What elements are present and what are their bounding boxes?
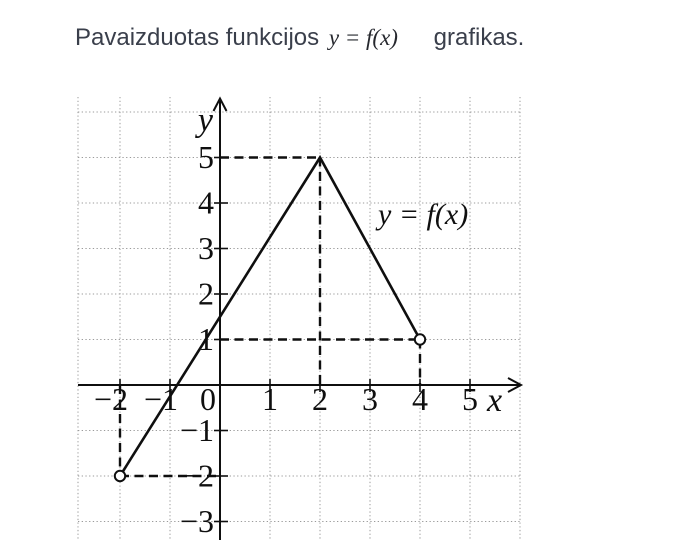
x-tick-label: 3: [362, 381, 378, 417]
x-axis-label: x: [487, 382, 503, 419]
axes: [78, 99, 521, 541]
x-tick-label: 0: [200, 381, 216, 417]
title-text-prefix: Pavaizduotas funkcijos: [75, 24, 320, 51]
y-tick-label: 1: [198, 321, 214, 357]
x-tick-label: 4: [412, 381, 428, 417]
curve-label: [375, 198, 468, 231]
curve-equation-label: y = f(x): [378, 198, 469, 231]
y-tick-label: 5: [198, 139, 214, 175]
title-math-expression: y = f(x): [328, 25, 398, 50]
y-axis-label: y: [197, 102, 213, 139]
y-tick-label: −2: [179, 457, 214, 494]
axis-titles: [195, 102, 502, 419]
x-tick-label: 5: [462, 381, 478, 417]
x-tick-label: 1: [262, 381, 278, 417]
x-tick-label: −2: [93, 381, 129, 417]
y-tick-label: −1: [179, 412, 214, 448]
open-point-marker: [415, 334, 425, 344]
open-point-marker: [115, 471, 125, 481]
x-tick-label: 2: [312, 381, 328, 417]
y-tick-label: −3: [179, 503, 214, 539]
y-tick-label: 2: [198, 275, 214, 312]
title-text-suffix: grafikas.: [433, 24, 525, 51]
x-tick-label: −1: [143, 381, 179, 417]
grid-lines: [78, 97, 521, 540]
y-tick-label: 3: [198, 230, 214, 266]
y-tick-label: 4: [198, 184, 214, 221]
